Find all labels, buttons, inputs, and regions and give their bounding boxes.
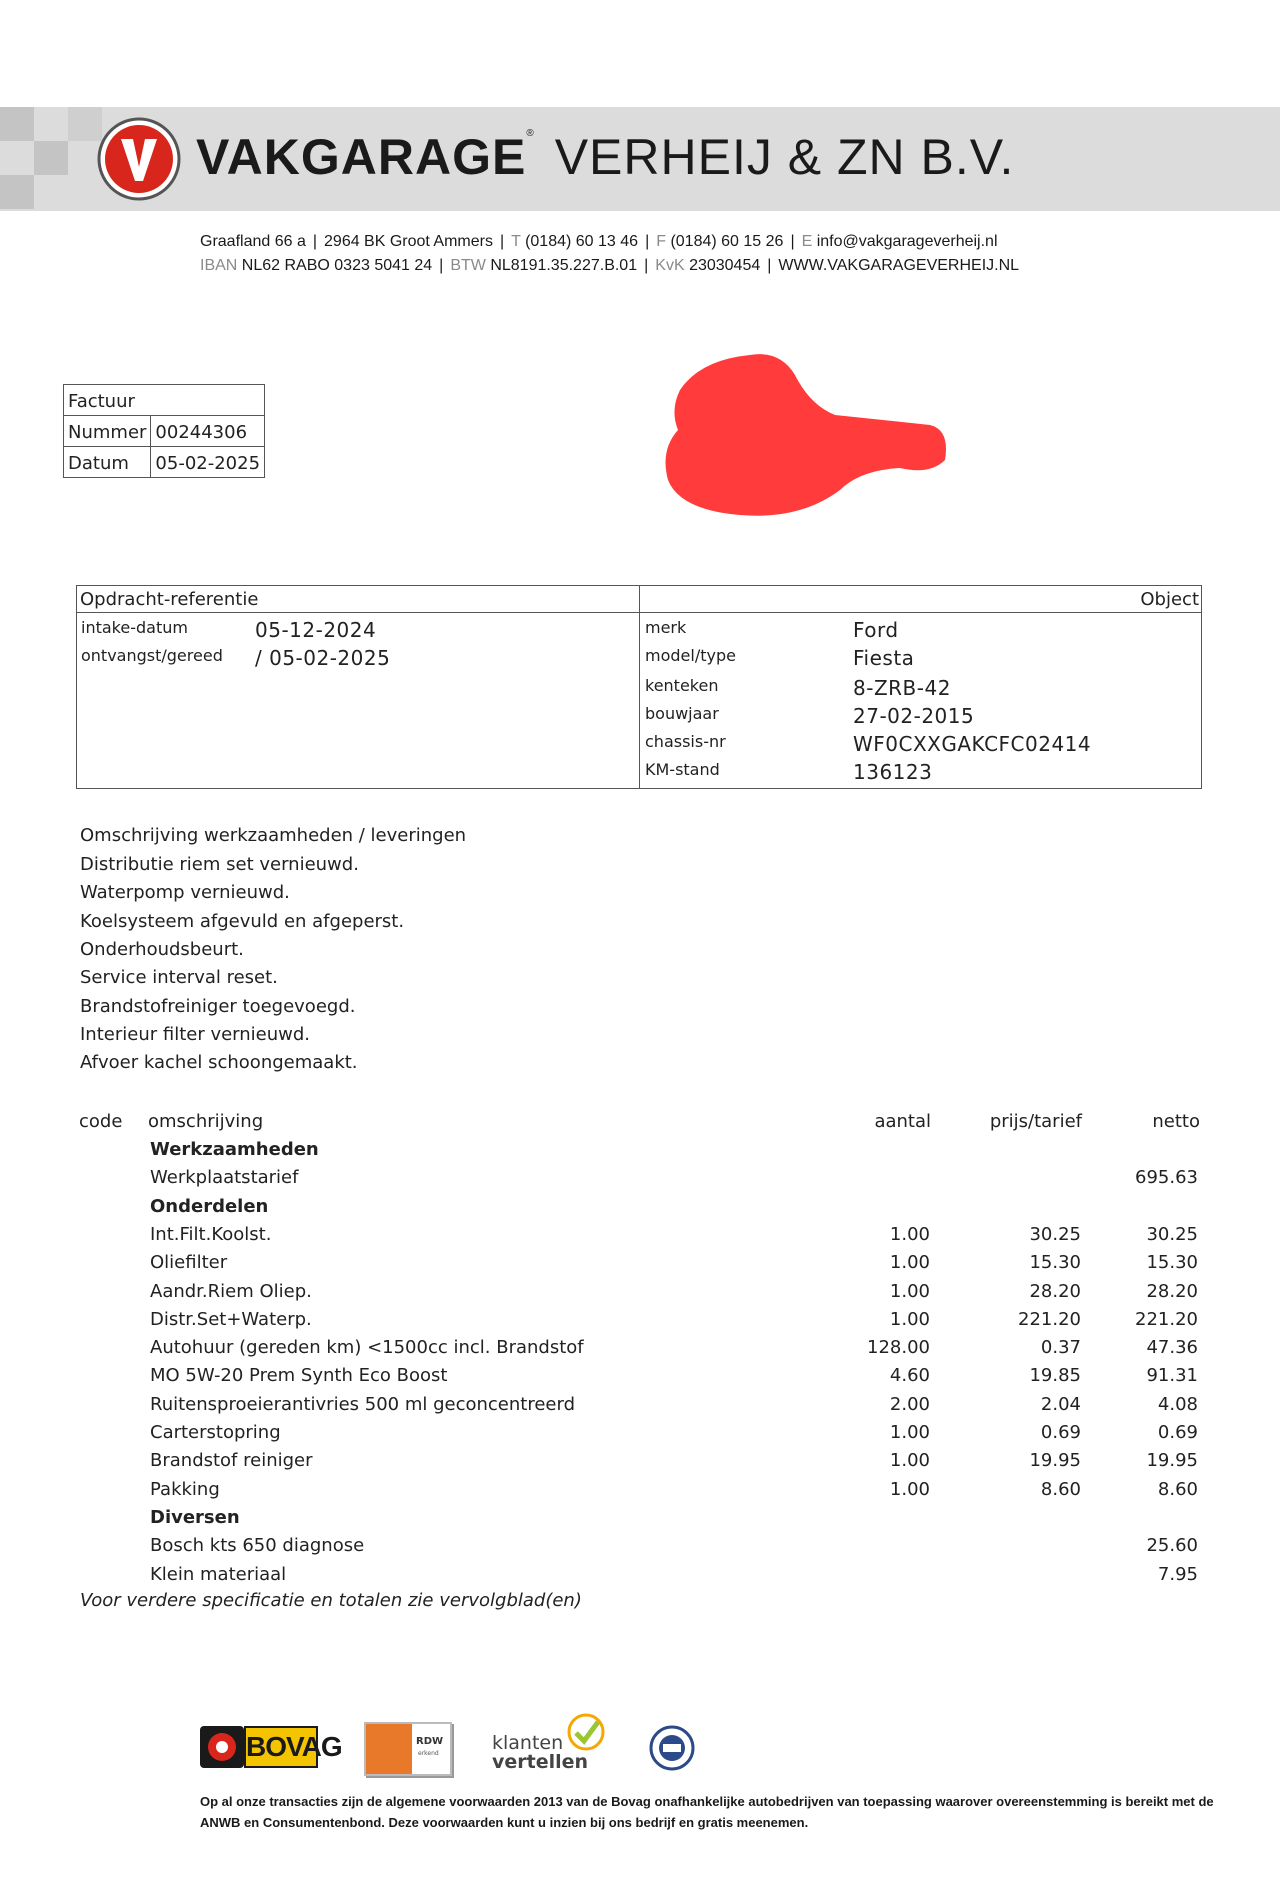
line-description: Int.Filt.Koolst. xyxy=(150,1224,272,1245)
line-price: 30.25 xyxy=(1029,1224,1081,1245)
line-description: Werkplaatstarief xyxy=(150,1167,299,1188)
section-heading: Onderdelen xyxy=(150,1196,269,1217)
line-net: 15.30 xyxy=(1146,1252,1198,1273)
email-label: E xyxy=(801,233,813,250)
line-price: 0.69 xyxy=(1040,1422,1081,1443)
tel-label: T xyxy=(511,233,521,250)
line-description: MO 5W-20 Prem Synth Eco Boost xyxy=(150,1365,448,1386)
ready-label: ontvangst/gereed xyxy=(81,646,223,665)
column-header-code: code xyxy=(79,1111,123,1132)
column-header-net: netto xyxy=(1152,1111,1200,1132)
city: 2964 BK Groot Ammers xyxy=(324,233,493,250)
line-price: 28.20 xyxy=(1029,1281,1081,1302)
line-quantity: 1.00 xyxy=(889,1450,930,1471)
terms-line-1: Op al onze transacties zijn de algemene voorwaarden 2013 van de Bovag onafhankelijke autobedrijven van toepassing waarover overeenstemming is bereikt met de xyxy=(200,1794,1214,1809)
line-description: Autohuur (gereden km) <1500cc incl. Brandstof xyxy=(150,1337,584,1358)
work-line: Interieur filter vernieuwd. xyxy=(80,1024,311,1045)
reference-right-header: Object xyxy=(1140,589,1199,610)
line-quantity: 128.00 xyxy=(867,1337,930,1358)
object-label-model: model/type xyxy=(645,646,736,665)
line-net: 47.36 xyxy=(1146,1337,1198,1358)
rdw-sub-text: erkend xyxy=(418,1750,439,1757)
checker-square xyxy=(34,141,68,175)
section-heading: Werkzaamheden xyxy=(150,1139,319,1160)
fax: (0184) 60 15 26 xyxy=(670,233,784,250)
column-header-description: omschrijving xyxy=(148,1111,264,1132)
invoice-date: 05-02-2025 xyxy=(151,447,265,478)
work-line: Distributie riem set vernieuwd. xyxy=(80,854,359,875)
bovag-badge-icon xyxy=(200,1726,244,1768)
vertellen-text: vertellen xyxy=(492,1751,589,1773)
work-line: Service interval reset. xyxy=(80,967,278,988)
company-brand: VAKGARAGE® VERHEIJ & ZN B.V. xyxy=(196,128,1015,185)
line-price: 2.04 xyxy=(1040,1394,1081,1415)
invoice-date-label: Datum xyxy=(64,447,151,478)
line-quantity: 1.00 xyxy=(889,1224,930,1245)
object-value-bouwjaar: 27-02-2015 xyxy=(853,704,975,728)
line-net: 28.20 xyxy=(1146,1281,1198,1302)
work-line: Brandstofreiniger toegevoegd. xyxy=(80,996,356,1017)
line-description: Distr.Set+Waterp. xyxy=(150,1309,312,1330)
address: Graafland 66 a xyxy=(200,233,306,250)
website: WWW.VAKGARAGEVERHEIJ.NL xyxy=(778,257,1020,274)
intake-value: 05-12-2024 xyxy=(255,618,377,642)
work-line: Afvoer kachel schoongemaakt. xyxy=(80,1052,358,1073)
checker-square xyxy=(0,175,34,209)
line-net: 8.60 xyxy=(1157,1479,1198,1500)
reference-divider xyxy=(639,586,640,788)
object-value-model: Fiesta xyxy=(853,646,915,670)
line-quantity: 4.60 xyxy=(889,1365,930,1386)
footnote: Voor verdere specificatie en totalen zie vervolgblad(en) xyxy=(80,1590,582,1611)
kvk-label: KvK xyxy=(655,257,685,274)
line-quantity: 1.00 xyxy=(889,1252,930,1273)
rdw-orange-panel xyxy=(366,1724,412,1774)
line-description: Ruitensproeierantivries 500 ml geconcentreerd xyxy=(150,1394,575,1415)
line-quantity: 1.00 xyxy=(889,1309,930,1330)
tel: (0184) 60 13 46 xyxy=(525,233,639,250)
line-price: 8.60 xyxy=(1040,1479,1081,1500)
line-quantity: 1.00 xyxy=(889,1281,930,1302)
line-quantity: 1.00 xyxy=(889,1422,930,1443)
object-value-merk: Ford xyxy=(853,618,899,642)
terms-line-2: ANWB en Consumentenbond. Deze voorwaarden kunt u inzien bij ons bedrijf en gratis meenemen. xyxy=(200,1815,809,1830)
bovag-logo xyxy=(200,1722,342,1770)
object-label-kenteken: kenteken xyxy=(645,676,719,695)
kvk: 23030454 xyxy=(689,257,761,274)
vakgarage-logo-icon xyxy=(97,117,181,201)
company-name: VERHEIJ & ZN B.V. xyxy=(554,129,1015,185)
object-label-merk: merk xyxy=(645,618,687,637)
iban: NL62 RABO 0323 5041 24 xyxy=(241,257,433,274)
column-header-quantity: aantal xyxy=(874,1111,931,1132)
btw: NL8191.35.227.B.01 xyxy=(490,257,638,274)
rdw-logo xyxy=(360,1718,452,1774)
brand-name: VAKGARAGE xyxy=(196,129,527,185)
line-net: 7.95 xyxy=(1157,1564,1198,1585)
line-quantity: 1.00 xyxy=(889,1479,930,1500)
rdw-text: RDW xyxy=(416,1736,444,1747)
line-price: 221.20 xyxy=(1018,1309,1081,1330)
invoice-title: Factuur xyxy=(64,385,265,416)
line-price: 0.37 xyxy=(1040,1337,1081,1358)
work-line: Koelsysteem afgevuld en afgeperst. xyxy=(80,911,405,932)
line-price: 19.95 xyxy=(1029,1450,1081,1471)
reference-table xyxy=(76,585,1202,789)
invoice-number-label: Nummer xyxy=(64,416,151,447)
line-description: Brandstof reiniger xyxy=(150,1450,313,1471)
work-description-title: Omschrijving werkzaamheden / leveringen xyxy=(80,825,467,846)
line-net: 0.69 xyxy=(1157,1422,1198,1443)
invoice-box xyxy=(63,384,265,478)
line-description: Bosch kts 650 diagnose xyxy=(150,1535,365,1556)
line-price: 15.30 xyxy=(1029,1252,1081,1273)
rdw-badge xyxy=(364,1722,452,1776)
btw-label: BTW xyxy=(450,257,486,274)
line-price: 19.85 xyxy=(1029,1365,1081,1386)
object-label-km: KM-stand xyxy=(645,760,720,779)
ready-value: / 05-02-2025 xyxy=(255,646,391,670)
check-badge-icon xyxy=(566,1712,606,1752)
contact-line-2: IBAN NL62 RABO 0323 5041 24 | BTW NL8191.35.227.B.01 | KvK 23030454 | WWW.VAKGARAGEVERHEIJ.NL xyxy=(200,257,1020,274)
seal-badge-icon xyxy=(649,1725,695,1771)
line-description: Oliefilter xyxy=(150,1252,228,1273)
line-quantity: 2.00 xyxy=(889,1394,930,1415)
line-description: Pakking xyxy=(150,1479,220,1500)
email: info@vakgarageverheij.nl xyxy=(816,233,998,250)
object-value-kenteken: 8-ZRB-42 xyxy=(853,676,951,700)
fax-label: F xyxy=(656,233,666,250)
checker-square xyxy=(0,107,34,141)
line-net: 19.95 xyxy=(1146,1450,1198,1471)
klanten-vertellen-logo xyxy=(492,1712,612,1772)
bovag-wordmark: BOVAG xyxy=(244,1726,318,1768)
line-net: 695.63 xyxy=(1135,1167,1198,1188)
object-label-bouwjaar: bouwjaar xyxy=(645,704,719,723)
line-net: 25.60 xyxy=(1146,1535,1198,1556)
object-value-chassis: WF0CXXGAKCFC02414 xyxy=(853,732,1092,756)
line-net: 91.31 xyxy=(1146,1365,1198,1386)
object-label-chassis: chassis-nr xyxy=(645,732,726,751)
line-description: Carterstopring xyxy=(150,1422,281,1443)
redaction-mark xyxy=(660,350,960,520)
iban-label: IBAN xyxy=(200,257,238,274)
reference-left-header: Opdracht-referentie xyxy=(80,589,259,610)
work-line: Waterpomp vernieuwd. xyxy=(80,882,290,903)
line-net: 221.20 xyxy=(1135,1309,1198,1330)
line-description: Aandr.Riem Oliep. xyxy=(150,1281,312,1302)
klanten-text: klanten xyxy=(492,1732,564,1754)
contact-line-1: Graafland 66 a | 2964 BK Groot Ammers | T (0184) 60 13 46 | F (0184) 60 15 26 | E info@vakgarageverheij.nl xyxy=(200,233,998,250)
invoice-number: 00244306 xyxy=(151,416,265,447)
intake-label: intake-datum xyxy=(81,618,188,637)
line-net: 4.08 xyxy=(1157,1394,1198,1415)
line-net: 30.25 xyxy=(1146,1224,1198,1245)
column-header-price: prijs/tarief xyxy=(989,1111,1082,1132)
object-value-km: 136123 xyxy=(853,760,933,784)
work-line: Onderhoudsbeurt. xyxy=(80,939,244,960)
line-description: Klein materiaal xyxy=(150,1564,287,1585)
section-heading: Diversen xyxy=(150,1507,240,1528)
